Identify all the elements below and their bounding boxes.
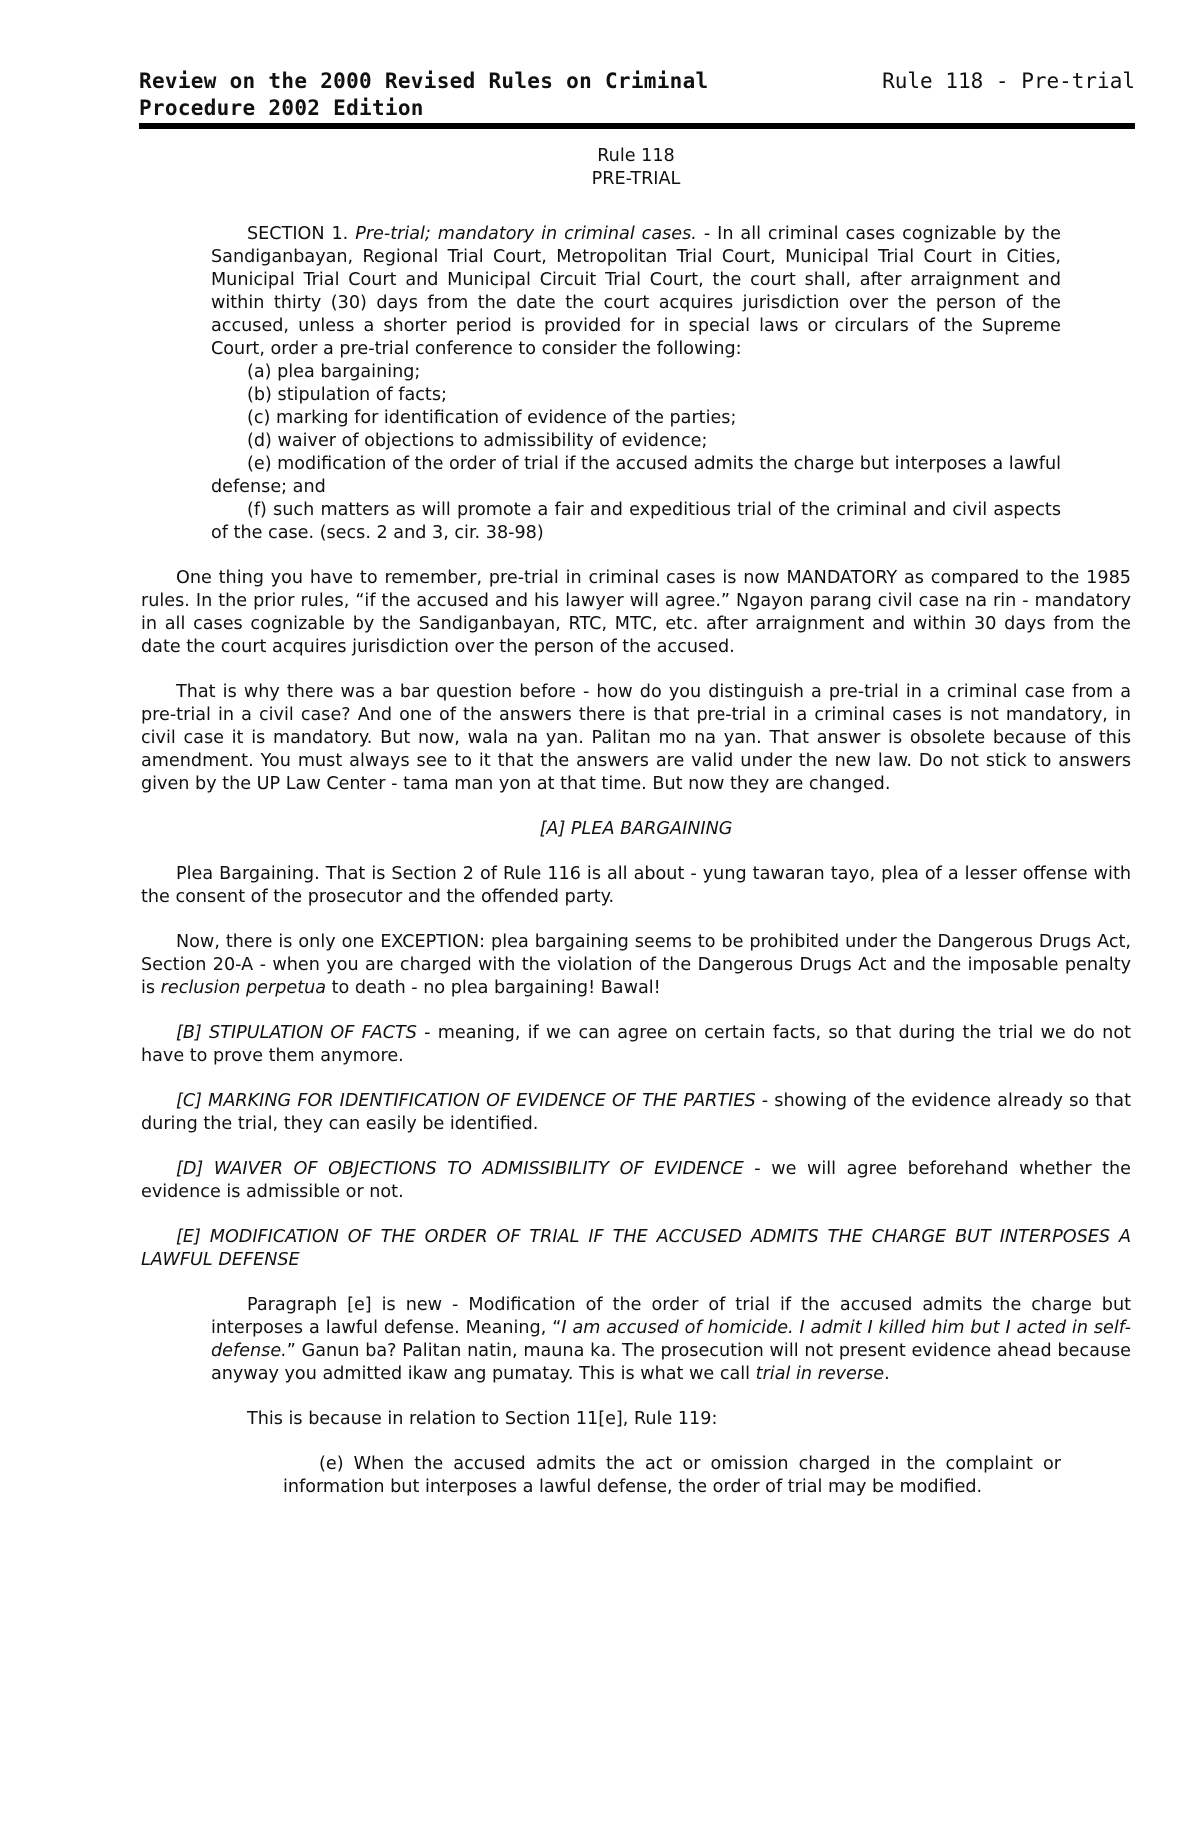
reverse-text-a: Paragraph [e] is new - Modification of the order of trial if the accused admits the charge but interposes a lawful defense. Meaning, “: [211, 1295, 1131, 1338]
modification-block: [211, 1294, 1131, 1431]
rule-title: [141, 145, 1131, 191]
exception-text-a: Now, there is only one EXCEPTION: plea bargaining seems to be prohibited under the Dangerous Drugs Act, Section 20-A - when you are charged with the violation of the Dangerous Drugs Act and the imposable penalty is: [141, 932, 1131, 998]
quoted-rule-119: [283, 1453, 1061, 1499]
exception-text-b: to death - no plea bargaining! Bawal!: [326, 978, 661, 998]
heading-modification: [E] MODIFICATION OF THE ORDER OF TRIAL IF THE ACCUSED ADMITS THE CHARGE BUT INTERPOSES A LAWFUL DEFENSE: [141, 1227, 1131, 1270]
stipulation-text: - meaning, if we can agree on certain facts, so that during the trial we do not have to prove them anymore.: [141, 1023, 1131, 1066]
paragraph-waiver: [141, 1158, 1131, 1204]
paragraph-plea-bargaining: Plea Bargaining. That is Section 2 of Rule 116 is all about - yung tawaran tayo, plea of a lesser offense with the consent of the prosecutor and the offended party.: [141, 864, 1131, 907]
section-body: - In all criminal cases cognizable by the Sandiganbayan, Regional Trial Court, Metropolitan Trial Court, Municipal Trial Court in Cities, Municipal Trial Court and Municipal Circuit Trial Court, the court shall, after arraignment and within thirty (30) days from the date the court acquires jurisdiction over the person of the accused, unless a shorter period is provided for in special laws or circulars of the Supreme Court, order a pre-trial conference to consider the following:: [211, 224, 1061, 359]
header-title-line2: Procedure 2002 Edition: [139, 96, 424, 120]
list-item-a: (a) plea bargaining;: [247, 362, 421, 382]
header-divider: [139, 123, 1135, 129]
section-1-text: [211, 223, 1061, 361]
list-item-b: (b) stipulation of facts;: [247, 385, 447, 405]
paragraph-bar-question: That is why there was a bar question before - how do you distinguish a pre-trial in a criminal case from a pre-trial in a civil case? And one of the answers there is that pre-trial in a criminal cases is not mandatory, in civil case it is mandatory. But now, wala na yan. Palitan mo na yan. That answer is obsolete because of this amendment. You must always see to it that the answers are valid under the new law. Do not stick to answers given by the UP Law Center - tama man yon at that time. But now they are changed.: [141, 682, 1131, 794]
paragraph-relation: This is because in relation to Section 11[e], Rule 119:: [247, 1409, 718, 1429]
paragraph-trial-in-reverse: [211, 1294, 1131, 1386]
document-body: [141, 145, 1131, 1499]
stipulation-heading: [B] STIPULATION OF FACTS: [176, 1023, 417, 1043]
list-item-d: (d) waiver of objections to admissibility of evidence;: [247, 431, 708, 451]
rule-number: Rule 118: [597, 146, 675, 166]
waiver-text: - we will agree beforehand whether the evidence is admissible or not.: [141, 1159, 1131, 1202]
page-header: [139, 68, 1135, 128]
paragraph-mandatory: One thing you have to remember, pre-trial in criminal cases is now MANDATORY as compared to the 1985 rules. In the prior rules, “if the accused and his lawyer will agree.” Ngayon parang civil case na rin - mandatory in all cases cognizable by the Sandiganbayan, RTC, MTC, etc. after arraignment and within 30 days from the date the court acquires jurisdiction over the person of the accused.: [141, 568, 1131, 657]
reverse-italic-quote: I am accused of homicide. I admit I killed him but I acted in self-defense.: [211, 1318, 1132, 1361]
section-label: SECTION 1.: [247, 224, 349, 244]
exception-italic: reclusion perpetua: [160, 978, 327, 998]
list-item-c: (c) marking for identification of evidence of the parties;: [247, 408, 737, 428]
reverse-text-b: ” Ganun ba? Palitan natin, mauna ka. The prosecution will not present evidence ahead because anyway you admitted ikaw ang pumatay. This is what we call: [211, 1341, 1131, 1384]
paragraph-marking: [141, 1090, 1131, 1136]
rule-name: PRE-TRIAL: [591, 169, 681, 189]
list-item-e: (e) modification of the order of trial if the accused admits the charge but interposes a lawful defense; and: [211, 454, 1061, 497]
heading-plea-bargaining: [A] PLEA BARGAINING: [539, 819, 733, 839]
section-heading: Pre-trial; mandatory in criminal cases.: [355, 224, 697, 244]
header-title-line1: Review on the 2000 Revised Rules on Criminal: [139, 69, 709, 93]
marking-heading: [C] MARKING FOR IDENTIFICATION OF EVIDENCE OF THE PARTIES: [176, 1091, 756, 1111]
reverse-text-c: .: [884, 1364, 890, 1384]
list-item-f: (f) such matters as will promote a fair and expeditious trial of the criminal and civil aspects of the case. (secs. 2 and 3, cir. 38-98): [211, 500, 1061, 543]
paragraph-exception: [141, 931, 1131, 1000]
header-book-title: [139, 68, 779, 122]
header-rule-label: Rule 118 - Pre-trial: [882, 69, 1135, 93]
section-1: [211, 223, 1061, 545]
waiver-heading: [D] WAIVER OF OBJECTIONS TO ADMISSIBILITY OF EVIDENCE: [176, 1159, 744, 1179]
marking-text: - showing of the evidence already so that during the trial, they can easily be identified.: [141, 1091, 1131, 1134]
paragraph-stipulation: [141, 1022, 1131, 1068]
reverse-italic-term: trial in reverse: [755, 1364, 885, 1384]
quote-text: (e) When the accused admits the act or omission charged in the complaint or information but interposes a lawful defense, the order of trial may be modified.: [283, 1454, 1061, 1497]
